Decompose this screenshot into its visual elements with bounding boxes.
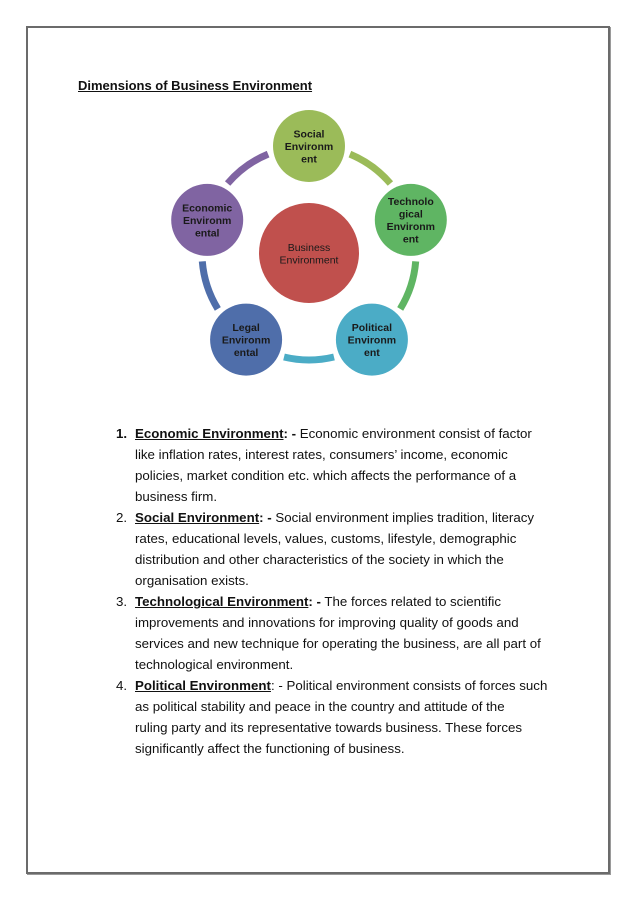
item-text-line: services and new technique for operating the business, are all part of xyxy=(135,636,541,651)
connector-arc xyxy=(202,261,218,309)
label-line: ent xyxy=(301,153,317,166)
label-line: Technolo xyxy=(387,196,434,209)
business-environment-diagram xyxy=(0,0,638,400)
item-text-line: improvements and innovations for improving quality of goods and xyxy=(135,615,519,630)
label-line: Environment xyxy=(279,254,339,267)
node-political xyxy=(336,304,408,376)
dimensions-list xyxy=(112,423,572,759)
item-text-line: organisation exists. xyxy=(135,573,249,588)
list-item xyxy=(112,423,572,507)
item-term: Technological Environment xyxy=(135,594,309,609)
item-text-line: The forces related to scientific xyxy=(320,594,502,609)
item-text-line: policies, market condition etc. which affects the performance of a xyxy=(135,468,517,483)
list-item xyxy=(112,675,572,759)
label-line: gical xyxy=(398,208,423,221)
connector-arc xyxy=(350,154,391,183)
item-text-line: technological environment. xyxy=(135,657,294,672)
item-text-line: significantly affect the functioning of business. xyxy=(135,741,405,756)
node-legal xyxy=(210,304,282,376)
label-line: Environm xyxy=(347,334,397,347)
item-number: 4. xyxy=(116,678,128,693)
item-separator: : - xyxy=(283,426,297,441)
item-number: 3. xyxy=(116,594,128,609)
label-line: ent xyxy=(402,233,419,246)
connector-arc xyxy=(228,154,269,183)
list-item xyxy=(112,591,572,675)
center-node xyxy=(259,203,359,303)
item-term: Political Environment xyxy=(135,678,271,693)
item-term: Social Environment xyxy=(135,510,260,525)
label-line: Business xyxy=(287,241,331,254)
item-text-line: distribution and other characteristics of the society in which the xyxy=(135,552,504,567)
item-separator: : - xyxy=(270,678,283,693)
item-text-line: business firm. xyxy=(135,489,218,504)
item-text-line: as political stability and peace in the country and attitude of the xyxy=(135,699,505,714)
item-number: 1. xyxy=(116,426,128,441)
label-line: Social xyxy=(293,128,325,141)
item-text-line: Social environment implies tradition, literacy xyxy=(271,510,535,525)
item-text-line: rates, educational levels, values, customs, lifestyle, demographic xyxy=(135,531,517,546)
label-line: Environm xyxy=(221,334,271,347)
label-line: Environm xyxy=(284,141,334,153)
node-social xyxy=(273,110,345,182)
item-text-line: ruling party and its representative towards business. These forces xyxy=(135,720,523,735)
item-separator: : - xyxy=(259,510,272,525)
label-line: Environm xyxy=(182,214,232,227)
connector-arc xyxy=(400,261,416,309)
item-text-line: like inflation rates, interest rates, consumers’ income, economic xyxy=(135,447,508,462)
item-separator: : - xyxy=(308,594,321,609)
item-text-line: Economic environment consist of factor xyxy=(296,426,532,441)
label-line: Economic xyxy=(182,202,233,215)
label-line: ent xyxy=(364,347,380,360)
list-item xyxy=(112,507,572,591)
center-label xyxy=(280,242,339,266)
item-term: Economic Environment xyxy=(135,426,284,441)
item-text-line: Political environment consists of forces such xyxy=(282,678,548,693)
label-line: ental xyxy=(233,347,259,360)
label-line: Environm xyxy=(386,221,436,234)
connector-arc xyxy=(284,357,334,360)
page-heading: Dimensions of Business Environment xyxy=(78,78,313,93)
label-line: Legal xyxy=(232,322,260,335)
label-line: ental xyxy=(194,227,220,240)
node-economic xyxy=(171,184,243,256)
item-number: 2. xyxy=(116,510,128,525)
label-line: Political xyxy=(351,322,393,335)
node-technological xyxy=(375,184,447,256)
